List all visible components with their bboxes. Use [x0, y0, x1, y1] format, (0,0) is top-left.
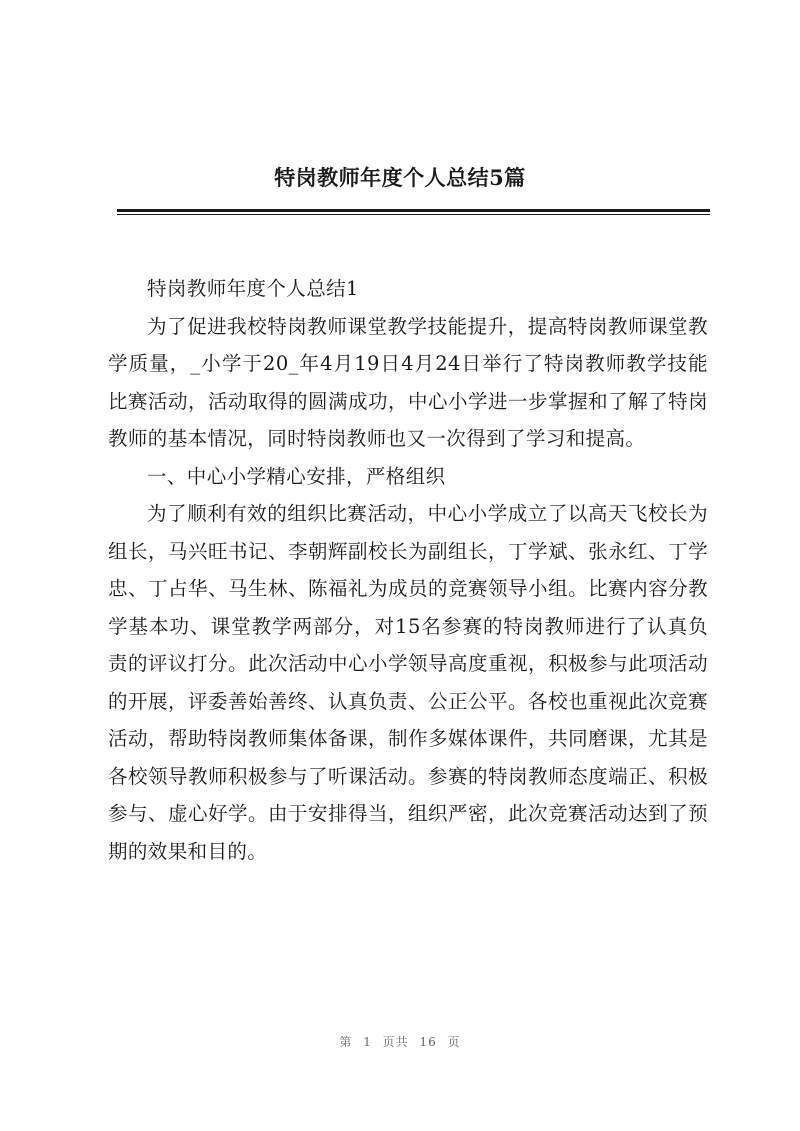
document-title: 特岗教师年度个人总结5篇 [274, 165, 526, 190]
title-divider [117, 209, 710, 212]
body-paragraph: 为了顺利有效的组织比赛活动，中心小学成立了以高天飞校长为组长，马兴旺书记、李朝辉副校长为副组长，丁学斌、张永红、丁学忠、丁占华、马生林、陈福礼为成员的竞赛领导小组。比赛内容分教学基本功、课堂教学两部分，对15名参赛的特岗教师进行了认真负责的评议打分。此次活动中心小学领导高度重视，积极参与此项活动的开展，评委善始善终、认真负责、公正公平。各校也重视此次竞赛活动，帮助特岗教师集体备课，制作多媒体课件，共同磨课，尤其是各校领导教师积极参与了听课活动。参赛的特岗教师态度端正、积极参与、虚心好学。由于安排得当，组织严密，此次竞赛活动达到了预期的效果和目的。 [108, 502, 708, 863]
title-divider-thin [117, 214, 710, 215]
page-footer: 第 1 页共 16 页 [339, 1035, 461, 1049]
document-body [108, 270, 708, 870]
body-paragraph: 为了促进我校特岗教师课堂教学技能提升，提高特岗教师课堂教学质量，_小学于20_年4月19日4月24日举行了特岗教师教学技能比赛活动，活动取得的圆满成功，中心小学进一步掌握和了解了特岗教师的基本情况，同时特岗教师也又一次得到了学习和提高。 [108, 314, 708, 450]
section-heading-summary-1: 特岗教师年度个人总结1 [147, 277, 359, 300]
section-heading-organization: 一、中心小学精心安排，严格组织 [147, 464, 446, 488]
